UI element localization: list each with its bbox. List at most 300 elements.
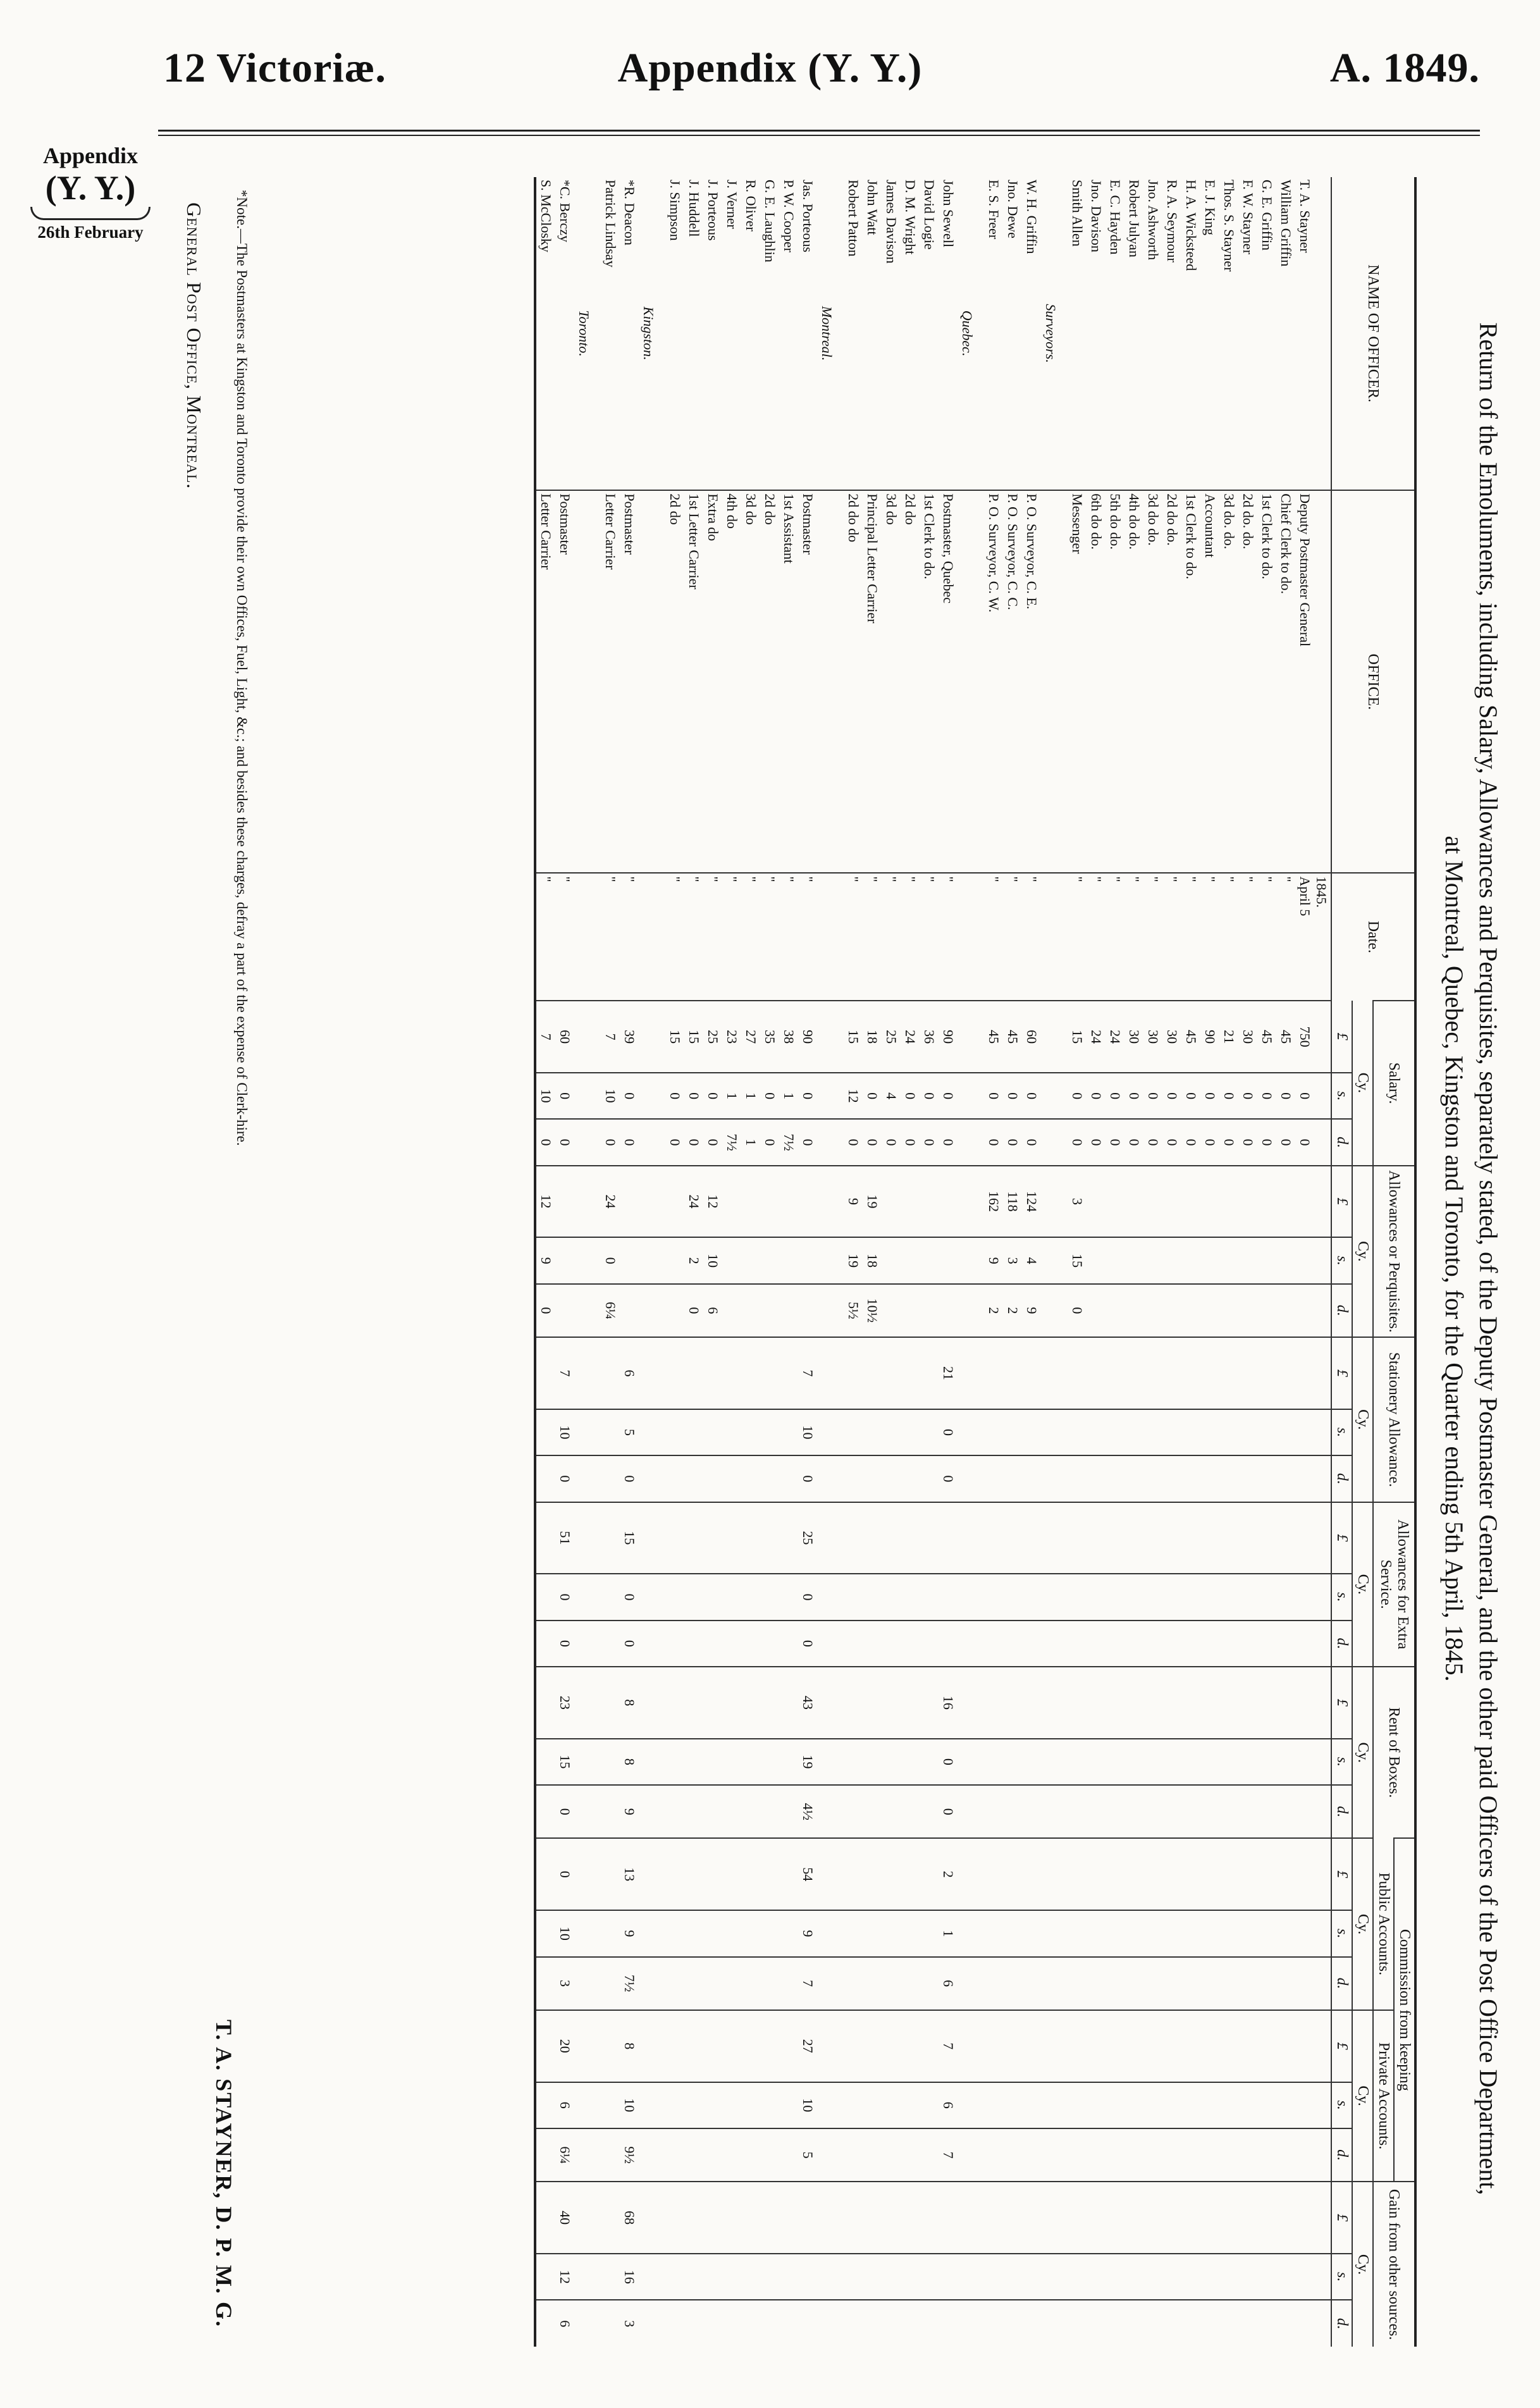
stat-pence xyxy=(1143,1455,1162,1502)
perq-pence: 6 xyxy=(703,1284,722,1337)
private-shillings xyxy=(984,2082,1003,2128)
boxes-pounds xyxy=(703,1667,722,1739)
extra-pounds xyxy=(684,1502,703,1574)
private-pence xyxy=(1087,2128,1106,2182)
table-row xyxy=(665,177,684,2347)
gain-pence xyxy=(1143,2300,1162,2347)
private-pounds xyxy=(779,2010,798,2082)
private-pence xyxy=(1295,2128,1331,2182)
perq-pence xyxy=(901,1284,920,1337)
private-pounds xyxy=(1238,2010,1257,2082)
salary-pence: 0 xyxy=(1181,1119,1200,1165)
header-appendix: Appendix (Y. Y.) xyxy=(617,45,923,91)
boxes-pence: 9 xyxy=(620,1785,639,1838)
margin-note-appendix: Appendix xyxy=(42,143,139,168)
public-shillings xyxy=(741,1910,760,1956)
public-shillings: 1 xyxy=(939,1910,958,1956)
perq-shillings xyxy=(1238,1237,1257,1283)
stat-shillings: 5 xyxy=(620,1409,639,1455)
salary-pence: 0 xyxy=(939,1119,958,1165)
empty-cell xyxy=(817,1502,844,1574)
public-pounds xyxy=(1238,1838,1257,1910)
boxes-shillings xyxy=(535,1739,555,1785)
boxes-shillings xyxy=(703,1739,722,1785)
extra-pounds xyxy=(741,1502,760,1574)
extra-pence xyxy=(1181,1621,1200,1667)
public-shillings xyxy=(1003,1910,1022,1956)
perq-shillings xyxy=(1106,1237,1124,1283)
date-value: " xyxy=(557,876,573,882)
perq-pence: 6¼ xyxy=(601,1284,620,1337)
gain-shillings xyxy=(1276,2254,1295,2300)
public-shillings xyxy=(1200,1910,1219,1956)
officer-date xyxy=(741,873,760,1001)
boxes-pence xyxy=(1106,1785,1124,1838)
extra-pence xyxy=(1295,1621,1331,1667)
salary-pounds: 15 xyxy=(844,1001,863,1073)
extra-shillings xyxy=(939,1574,958,1620)
gain-pence xyxy=(798,2300,817,2347)
gain-shillings xyxy=(939,2254,958,2300)
boxes-shillings xyxy=(1003,1739,1022,1785)
col-name: NAME OF OFFICER. xyxy=(1331,177,1415,490)
public-pence xyxy=(1087,1957,1106,2010)
table-row xyxy=(901,177,920,2347)
perq-pence: 2 xyxy=(984,1284,1003,1337)
stat-pence xyxy=(1106,1455,1124,1502)
private-pounds xyxy=(1295,2010,1331,2082)
boxes-pounds xyxy=(722,1667,741,1739)
public-shillings xyxy=(1106,1910,1124,1956)
public-pounds xyxy=(920,1838,939,1910)
salary-shillings: 0 xyxy=(703,1073,722,1119)
public-pence xyxy=(1162,1957,1181,2010)
extra-pounds xyxy=(844,1502,863,1574)
gain-pounds xyxy=(984,2182,1003,2254)
salary-pounds: 60 xyxy=(1022,1001,1041,1073)
officer-office: 5th do do. xyxy=(1106,490,1124,873)
empty-cell xyxy=(958,2182,984,2254)
empty-cell xyxy=(958,1739,984,1785)
gain-pounds xyxy=(741,2182,760,2254)
private-pounds xyxy=(1200,2010,1219,2082)
empty-cell xyxy=(958,1574,984,1620)
officer-name: W. H. Griffin xyxy=(1024,180,1040,254)
officer-date xyxy=(555,873,574,1001)
private-shillings xyxy=(1106,2082,1124,2128)
extra-shillings xyxy=(1200,1574,1219,1620)
boxes-shillings xyxy=(1162,1739,1181,1785)
date-value: April 5 xyxy=(1297,876,1313,917)
stat-pence xyxy=(665,1455,684,1502)
table-row xyxy=(1200,177,1219,2347)
empty-cell xyxy=(817,1284,844,1337)
perq-shillings: 4 xyxy=(1022,1237,1041,1283)
empty-cell xyxy=(574,1838,601,1910)
boxes-shillings: 0 xyxy=(939,1739,958,1785)
public-pence xyxy=(984,1957,1003,2010)
officer-date xyxy=(1257,873,1276,1001)
header-session: 12 Victoriæ. xyxy=(163,45,386,91)
stat-shillings xyxy=(984,1409,1003,1455)
stat-shillings xyxy=(1087,1409,1106,1455)
empty-cell xyxy=(817,1838,844,1910)
extra-pounds xyxy=(535,1502,555,1574)
stat-pounds xyxy=(601,1337,620,1409)
stat-pence xyxy=(1219,1455,1238,1502)
gain-shillings xyxy=(779,2254,798,2300)
extra-shillings xyxy=(741,1574,760,1620)
table-row xyxy=(798,177,817,2347)
extra-pounds xyxy=(1003,1502,1022,1574)
stat-pounds xyxy=(535,1337,555,1409)
margin-note-brace xyxy=(30,207,151,220)
date-value: " xyxy=(1240,876,1256,882)
public-pounds xyxy=(901,1838,920,1910)
gain-pence xyxy=(1022,2300,1041,2347)
stat-pence xyxy=(684,1455,703,1502)
extra-shillings xyxy=(535,1574,555,1620)
empty-cell xyxy=(1041,1667,1068,1739)
private-shillings xyxy=(920,2082,939,2128)
salary-shillings: 12 xyxy=(844,1073,863,1119)
stat-pence xyxy=(722,1455,741,1502)
empty-cell xyxy=(1041,1621,1068,1667)
date-value: " xyxy=(538,876,554,882)
officer-office: 1st Clerk to do. xyxy=(1181,490,1200,873)
salary-shillings: 0 xyxy=(939,1073,958,1119)
salary-shillings: 0 xyxy=(1257,1073,1276,1119)
private-shillings xyxy=(1257,2082,1276,2128)
unit-d: d. xyxy=(1331,1957,1352,2010)
stat-pence: 0 xyxy=(555,1455,574,1502)
public-shillings xyxy=(1162,1910,1181,1956)
date-value: " xyxy=(686,876,702,882)
boxes-pence xyxy=(779,1785,798,1838)
unit-s: s. xyxy=(1331,1237,1352,1283)
extra-shillings xyxy=(665,1574,684,1620)
private-shillings xyxy=(1124,2082,1143,2128)
public-shillings xyxy=(1295,1910,1331,1956)
date-value: " xyxy=(1202,876,1218,882)
empty-cell xyxy=(639,2300,665,2347)
private-pounds xyxy=(760,2010,779,2082)
col-private-accounts: Private Accounts. xyxy=(1373,2010,1394,2182)
boxes-pence xyxy=(863,1785,882,1838)
table-row xyxy=(1238,177,1257,2347)
perq-pounds xyxy=(920,1166,939,1238)
perq-pence xyxy=(722,1284,741,1337)
salary-pence: 0 xyxy=(760,1119,779,1165)
perq-pounds: 162 xyxy=(984,1166,1003,1238)
empty-cell xyxy=(958,1001,984,1073)
perq-shillings xyxy=(620,1237,639,1283)
date-value: " xyxy=(1221,876,1237,882)
salary-shillings: 1 xyxy=(722,1073,741,1119)
gain-pence xyxy=(984,2300,1003,2347)
private-pence xyxy=(760,2128,779,2182)
currency-label: Cy. xyxy=(1352,1838,1373,2010)
public-pounds xyxy=(1087,1838,1106,1910)
public-shillings xyxy=(665,1910,684,1956)
officer-office: 1st Clerk to do. xyxy=(920,490,939,873)
perq-shillings xyxy=(1219,1237,1238,1283)
empty-cell xyxy=(817,1910,844,1956)
officer-name: E. C. Hayden xyxy=(1107,180,1123,255)
perq-pounds xyxy=(882,1166,901,1238)
salary-pence: 0 xyxy=(1106,1119,1124,1165)
empty-cell xyxy=(1041,873,1068,1001)
date-value: " xyxy=(902,876,918,882)
section-label: Surveyors. xyxy=(1043,304,1059,363)
empty-cell xyxy=(574,1785,601,1838)
extra-pounds xyxy=(863,1502,882,1574)
boxes-pounds xyxy=(844,1667,863,1739)
boxes-shillings xyxy=(1219,1739,1238,1785)
perq-pounds xyxy=(1162,1166,1181,1238)
empty-cell xyxy=(817,1237,844,1283)
extra-pounds: 15 xyxy=(620,1502,639,1574)
extra-pence xyxy=(882,1621,901,1667)
public-pounds xyxy=(882,1838,901,1910)
unit-l: £ xyxy=(1331,1838,1352,1910)
boxes-pence xyxy=(1181,1785,1200,1838)
empty-cell xyxy=(1041,490,1068,873)
stat-shillings xyxy=(1106,1409,1124,1455)
boxes-shillings: 19 xyxy=(798,1739,817,1785)
salary-pence: 0 xyxy=(1124,1119,1143,1165)
private-shillings xyxy=(722,2082,741,2128)
extra-pounds xyxy=(1181,1502,1200,1574)
salary-pounds: 30 xyxy=(1143,1001,1162,1073)
public-shillings xyxy=(984,1910,1003,1956)
public-pounds xyxy=(1068,1838,1087,1910)
date-value: " xyxy=(940,876,956,882)
section-heading-row xyxy=(817,177,844,2347)
salary-pounds: 27 xyxy=(741,1001,760,1073)
officer-date xyxy=(939,873,958,1001)
public-shillings xyxy=(1068,1910,1087,1956)
empty-cell xyxy=(817,2128,844,2182)
officer-name: David Logie xyxy=(921,180,937,250)
col-stationery: Stationery Allowance. xyxy=(1373,1337,1415,1502)
stat-shillings xyxy=(1276,1409,1295,1455)
public-pounds xyxy=(863,1838,882,1910)
officer-date xyxy=(1276,873,1295,1001)
extra-shillings xyxy=(760,1574,779,1620)
boxes-pence xyxy=(1124,1785,1143,1838)
extra-pence xyxy=(760,1621,779,1667)
empty-cell xyxy=(1041,2300,1068,2347)
perq-shillings xyxy=(939,1237,958,1283)
public-shillings xyxy=(601,1910,620,1956)
salary-pence: 0 xyxy=(1276,1119,1295,1165)
empty-cell xyxy=(574,1409,601,1455)
col-salary: Salary. xyxy=(1373,1001,1415,1165)
salary-pence: 0 xyxy=(1003,1119,1022,1165)
empty-cell xyxy=(958,1237,984,1283)
officer-office: 4th do do. xyxy=(1124,490,1143,873)
empty-cell xyxy=(817,1621,844,1667)
unit-l: £ xyxy=(1331,1502,1352,1574)
perq-shillings: 2 xyxy=(684,1237,703,1283)
boxes-shillings xyxy=(1022,1739,1041,1785)
boxes-shillings xyxy=(920,1739,939,1785)
public-shillings xyxy=(1257,1910,1276,1956)
currency-label: Cy. xyxy=(1352,1667,1373,1838)
perq-pounds xyxy=(1200,1166,1219,1238)
gain-shillings xyxy=(844,2254,863,2300)
extra-shillings xyxy=(1003,1574,1022,1620)
officer-date xyxy=(1219,873,1238,1001)
gain-shillings xyxy=(1124,2254,1143,2300)
empty-cell xyxy=(574,1957,601,2010)
stat-shillings xyxy=(1022,1409,1041,1455)
officer-date xyxy=(620,873,639,1001)
gain-pence: 3 xyxy=(620,2300,639,2347)
date-value: " xyxy=(884,876,899,882)
boxes-pence xyxy=(1295,1785,1331,1838)
public-pence xyxy=(1022,1957,1041,2010)
public-shillings xyxy=(1087,1910,1106,1956)
gain-shillings xyxy=(1238,2254,1257,2300)
private-pence xyxy=(1068,2128,1087,2182)
public-pence xyxy=(703,1957,722,2010)
date-value: " xyxy=(622,876,638,882)
table-row xyxy=(1181,177,1200,2347)
empty-cell xyxy=(574,1502,601,1574)
boxes-pence xyxy=(703,1785,722,1838)
extra-pounds xyxy=(920,1502,939,1574)
gain-pounds xyxy=(722,2182,741,2254)
public-pence xyxy=(1003,1957,1022,2010)
empty-cell xyxy=(639,1119,665,1165)
perq-pence xyxy=(1162,1284,1181,1337)
stat-pence xyxy=(1087,1455,1106,1502)
officer-office: Accountant xyxy=(1200,490,1219,873)
salary-pounds: 35 xyxy=(760,1001,779,1073)
stat-pounds xyxy=(1257,1337,1276,1409)
extra-shillings xyxy=(1238,1574,1257,1620)
public-pence xyxy=(1200,1957,1219,2010)
public-pounds xyxy=(1162,1838,1181,1910)
salary-shillings: 0 xyxy=(1200,1073,1219,1119)
extra-pounds xyxy=(703,1502,722,1574)
perq-pence xyxy=(882,1284,901,1337)
extra-pounds xyxy=(760,1502,779,1574)
empty-cell xyxy=(574,1455,601,1502)
extra-pence xyxy=(1003,1621,1022,1667)
empty-cell xyxy=(1041,1237,1068,1283)
date-value: " xyxy=(986,876,1002,882)
empty-cell xyxy=(1041,2082,1068,2128)
officer-name: J. Porteous xyxy=(705,180,721,241)
boxes-pence xyxy=(844,1785,863,1838)
empty-cell xyxy=(817,873,844,1001)
salary-shillings: 0 xyxy=(665,1073,684,1119)
date-value: " xyxy=(865,876,880,882)
gain-pounds: 40 xyxy=(555,2182,574,2254)
salary-pounds: 24 xyxy=(901,1001,920,1073)
perq-shillings xyxy=(722,1237,741,1283)
private-pence xyxy=(1238,2128,1257,2182)
boxes-pounds xyxy=(901,1667,920,1739)
officer-name: *C. Berczy xyxy=(557,180,573,242)
salary-pounds: 38 xyxy=(779,1001,798,1073)
private-pence: 5 xyxy=(798,2128,817,2182)
section-heading-row xyxy=(639,177,665,2347)
boxes-shillings xyxy=(1068,1739,1087,1785)
gain-pence xyxy=(882,2300,901,2347)
empty-cell xyxy=(639,1739,665,1785)
gain-shillings xyxy=(882,2254,901,2300)
boxes-pence xyxy=(1068,1785,1087,1838)
salary-shillings: 0 xyxy=(1181,1073,1200,1119)
public-pounds xyxy=(601,1838,620,1910)
private-pounds xyxy=(1003,2010,1022,2082)
gain-pence xyxy=(684,2300,703,2347)
public-pounds xyxy=(1295,1838,1331,1910)
public-shillings xyxy=(703,1910,722,1956)
public-pence xyxy=(863,1957,882,2010)
boxes-pence xyxy=(722,1785,741,1838)
perq-shillings xyxy=(882,1237,901,1283)
stat-shillings: 10 xyxy=(555,1409,574,1455)
private-pence xyxy=(1003,2128,1022,2182)
date-value: " xyxy=(1278,876,1294,882)
section-label: Montreal. xyxy=(819,306,835,361)
boxes-pence xyxy=(601,1785,620,1838)
officer-date xyxy=(844,873,863,1001)
empty-cell xyxy=(958,2082,984,2128)
public-pence: 3 xyxy=(555,1957,574,2010)
empty-cell xyxy=(817,490,844,873)
stat-shillings xyxy=(684,1409,703,1455)
extra-shillings xyxy=(882,1574,901,1620)
private-pence xyxy=(1276,2128,1295,2182)
stat-pounds xyxy=(1068,1337,1087,1409)
public-pounds xyxy=(1106,1838,1124,1910)
extra-pence xyxy=(939,1621,958,1667)
public-shillings xyxy=(760,1910,779,1956)
officer-name: Jno. Dewe xyxy=(1005,180,1021,238)
boxes-pence xyxy=(1162,1785,1181,1838)
public-pence xyxy=(760,1957,779,2010)
extra-pence xyxy=(1276,1621,1295,1667)
gain-shillings xyxy=(863,2254,882,2300)
public-pence xyxy=(1257,1957,1276,2010)
empty-cell xyxy=(958,1284,984,1337)
salary-pounds: 60 xyxy=(555,1001,574,1073)
stat-pounds xyxy=(1200,1337,1219,1409)
gain-shillings xyxy=(1219,2254,1238,2300)
public-pounds xyxy=(741,1838,760,1910)
private-pounds xyxy=(984,2010,1003,2082)
gain-shillings: 12 xyxy=(555,2254,574,2300)
perq-pence xyxy=(620,1284,639,1337)
stat-shillings xyxy=(1143,1409,1162,1455)
extra-pence xyxy=(1022,1621,1041,1667)
empty-cell xyxy=(958,1838,984,1910)
stat-pounds: 21 xyxy=(939,1337,958,1409)
boxes-shillings xyxy=(882,1739,901,1785)
salary-pounds: 90 xyxy=(798,1001,817,1073)
boxes-pence xyxy=(665,1785,684,1838)
officer-name: Thos. S. Stayner xyxy=(1221,180,1237,272)
salary-pence: 0 xyxy=(620,1119,639,1165)
extra-pounds xyxy=(939,1502,958,1574)
perq-pence xyxy=(1124,1284,1143,1337)
